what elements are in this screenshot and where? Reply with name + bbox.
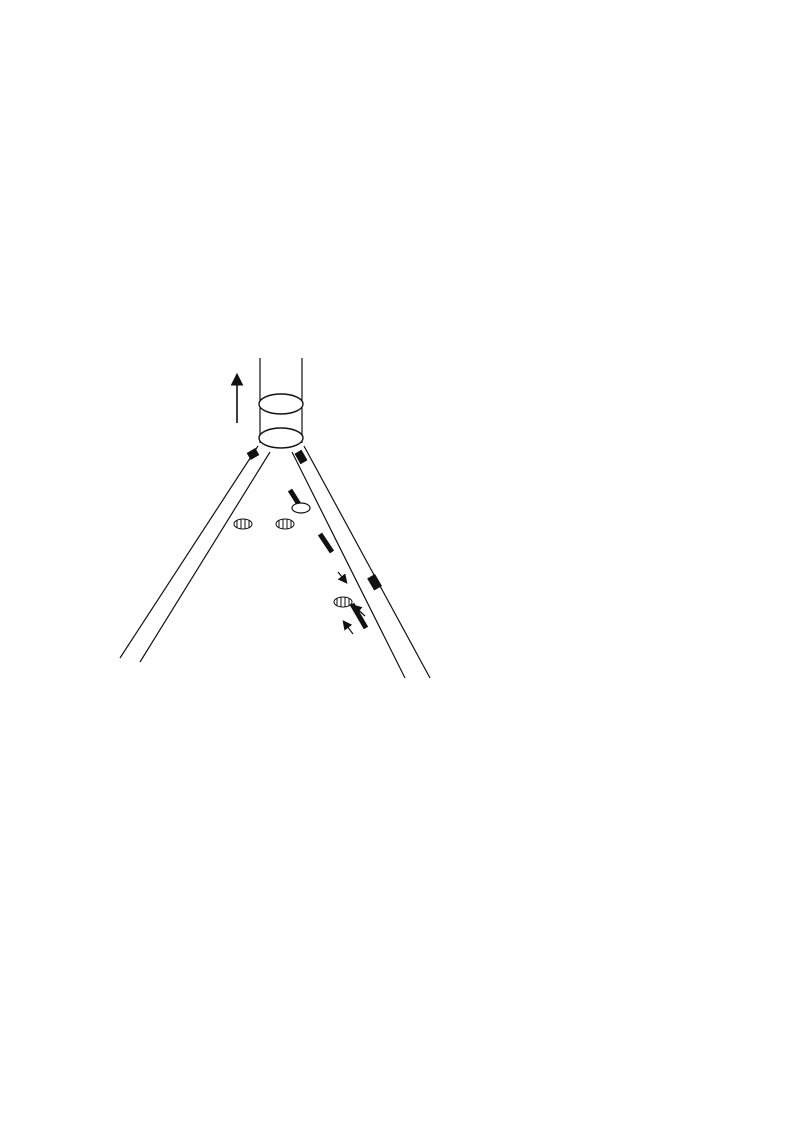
helicase-enzyme-icon xyxy=(259,428,303,448)
dna-polymerase-icon xyxy=(334,597,352,607)
replication-fork-diagram xyxy=(110,338,450,708)
dbp-block-icon xyxy=(247,448,260,460)
dbp-block-icon xyxy=(367,574,382,591)
dna-polymerase-icon xyxy=(276,519,294,529)
primase-icon xyxy=(292,503,310,513)
gyrase-enzyme-icon xyxy=(259,394,303,414)
lagging-strand-arm xyxy=(292,446,430,678)
okazaki-fragment-icon xyxy=(352,604,366,628)
leading-strand-arm xyxy=(120,446,270,662)
dna-polymerase-icon xyxy=(234,519,252,529)
okazaki-fragment-icon xyxy=(320,534,332,552)
synthesis-arrow xyxy=(344,622,353,634)
synthesis-arrow xyxy=(338,572,346,582)
